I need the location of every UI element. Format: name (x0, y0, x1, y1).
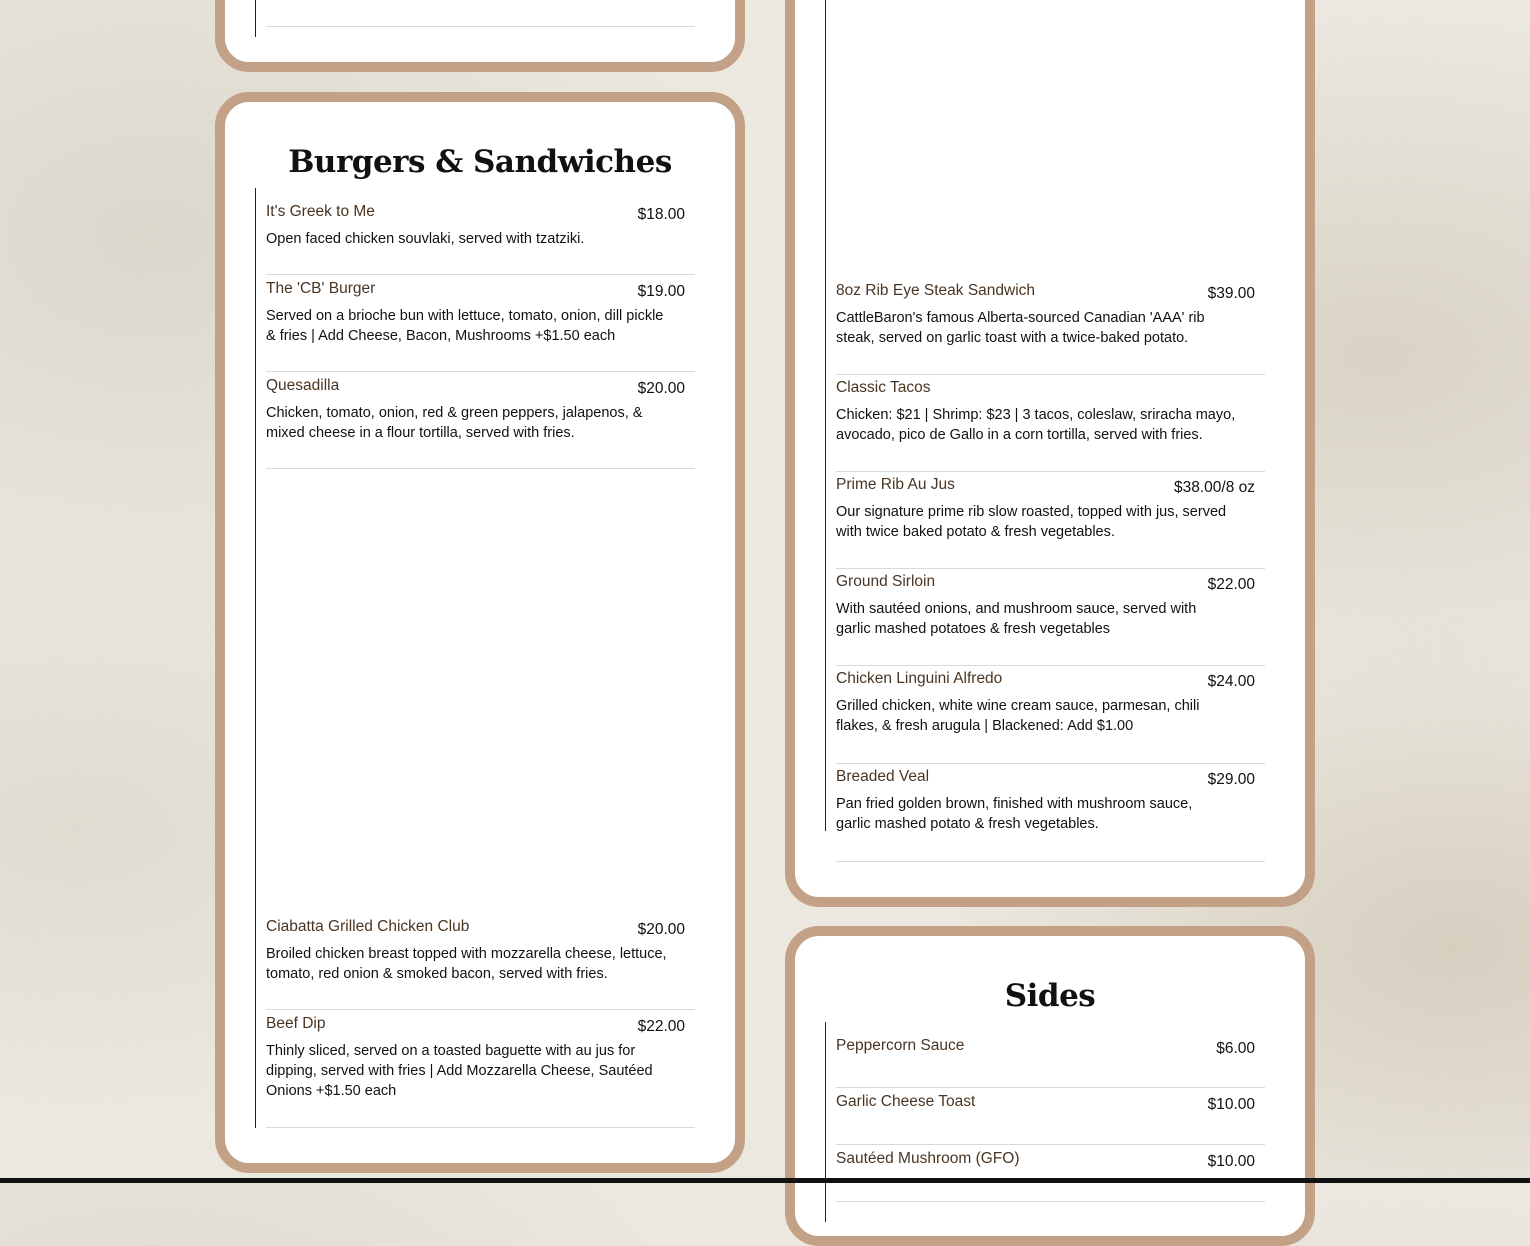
item-price: $29.00 (1207, 771, 1255, 788)
menu-item[interactable] (266, 918, 695, 1010)
item-price: $38.00/8 oz (1173, 479, 1255, 496)
menu-item[interactable] (266, 280, 695, 372)
item-description: Served on a brioche bun with lettuce, tomato, onion, dill pickle & fries | Add Cheese, Bacon, Mushrooms +$1.50 each (266, 308, 664, 344)
menu-card-mains (785, 0, 1315, 907)
item-name: Chicken Linguini Alfredo (836, 670, 1003, 687)
item-name: The 'CB' Burger (266, 280, 376, 297)
item-name: Beef Dip (266, 1015, 326, 1032)
menu-item[interactable] (836, 476, 1265, 569)
item-name: Ciabatta Grilled Chicken Club (266, 918, 470, 935)
item-price: $10.00 (1207, 1096, 1255, 1113)
item-price: $10.00 (1207, 1153, 1255, 1170)
item-price: $20.00 (637, 921, 685, 938)
item-price: $20.00 (637, 380, 685, 397)
item-description: Chicken: $21 | Shrimp: $23 | 3 tacos, coleslaw, sriracha mayo, avocado, pico de Gallo in a corn tortilla, served with fries. (836, 407, 1236, 443)
menu-item-cutoff (266, 0, 695, 27)
menu-item[interactable] (836, 670, 1265, 764)
item-description: Broiled chicken breast topped with mozzarella cheese, lettuce, tomato, red onion & smoked bacon, served with fries. (266, 946, 667, 982)
card-rule (255, 0, 256, 37)
menu-item[interactable] (836, 573, 1265, 666)
card-rule (825, 1022, 826, 1222)
item-name: Sautéed Mushroom (GFO) (836, 1150, 1020, 1167)
item-description: Grilled chicken, white wine cream sauce, parmesan, chili flakes, & fresh arugula | Blackened: Add $1.00 (836, 698, 1200, 734)
section-title: Burgers & Sandwiches (288, 144, 672, 180)
menu-card-burgers (215, 92, 745, 1173)
item-description: Thinly sliced, served on a toasted baguette with au jus for dipping, served with fries | Add Mozzarella Cheese, Sautéed Onions +$1.50 each (266, 1043, 653, 1099)
item-description: Pan fried golden brown, finished with mushroom sauce, garlic mashed potato & fresh vegetables. (836, 796, 1193, 832)
menu-item[interactable] (266, 377, 695, 469)
menu-card-top-left (215, 0, 745, 72)
menu-item[interactable] (836, 1037, 1265, 1088)
window-bottom-edge (0, 1178, 1530, 1183)
item-price: $39.00 (1207, 285, 1255, 302)
menu-item[interactable] (836, 379, 1265, 472)
section-title: Sides (1004, 978, 1096, 1014)
item-price: $22.00 (1207, 576, 1255, 593)
item-name: It's Greek to Me (266, 203, 375, 220)
card-rule (825, 0, 826, 831)
item-price: $22.00 (637, 1018, 685, 1035)
item-price: $6.00 (1216, 1040, 1255, 1057)
item-name: Ground Sirloin (836, 573, 936, 590)
menu-item[interactable] (836, 1093, 1265, 1145)
menu-item[interactable] (836, 282, 1265, 375)
menu-card-sides (785, 926, 1315, 1246)
item-name: Prime Rib Au Jus (836, 476, 955, 493)
item-name: 8oz Rib Eye Steak Sandwich (836, 282, 1036, 299)
item-description: Open faced chicken souvlaki, served with tzatziki. (266, 231, 585, 247)
card-rule (255, 188, 256, 1128)
item-name: Breaded Veal (836, 768, 930, 785)
menu-item[interactable] (836, 1150, 1265, 1202)
item-name: Quesadilla (266, 377, 340, 394)
item-description: CattleBaron's famous Alberta-sourced Canadian 'AAA' rib steak, served on garlic toast with a twice-baked potato. (836, 310, 1205, 346)
item-price: $24.00 (1207, 673, 1255, 690)
item-description: With sautéed onions, and mushroom sauce, served with garlic mashed potatoes & fresh vegetables (836, 601, 1197, 637)
item-name: Garlic Cheese Toast (836, 1093, 976, 1110)
menu-item[interactable] (266, 1015, 695, 1128)
item-name: Classic Tacos (836, 379, 931, 396)
item-name: Peppercorn Sauce (836, 1037, 965, 1054)
menu-item[interactable] (266, 203, 695, 275)
item-description: Our signature prime rib slow roasted, topped with jus, served with twice baked potato & fresh vegetables. (836, 504, 1227, 540)
item-price: $19.00 (637, 283, 685, 300)
item-price: $18.00 (637, 206, 685, 223)
item-description: Chicken, tomato, onion, red & green peppers, jalapenos, & mixed cheese in a flour tortilla, served with fries. (266, 405, 643, 441)
menu-item[interactable] (836, 768, 1265, 862)
